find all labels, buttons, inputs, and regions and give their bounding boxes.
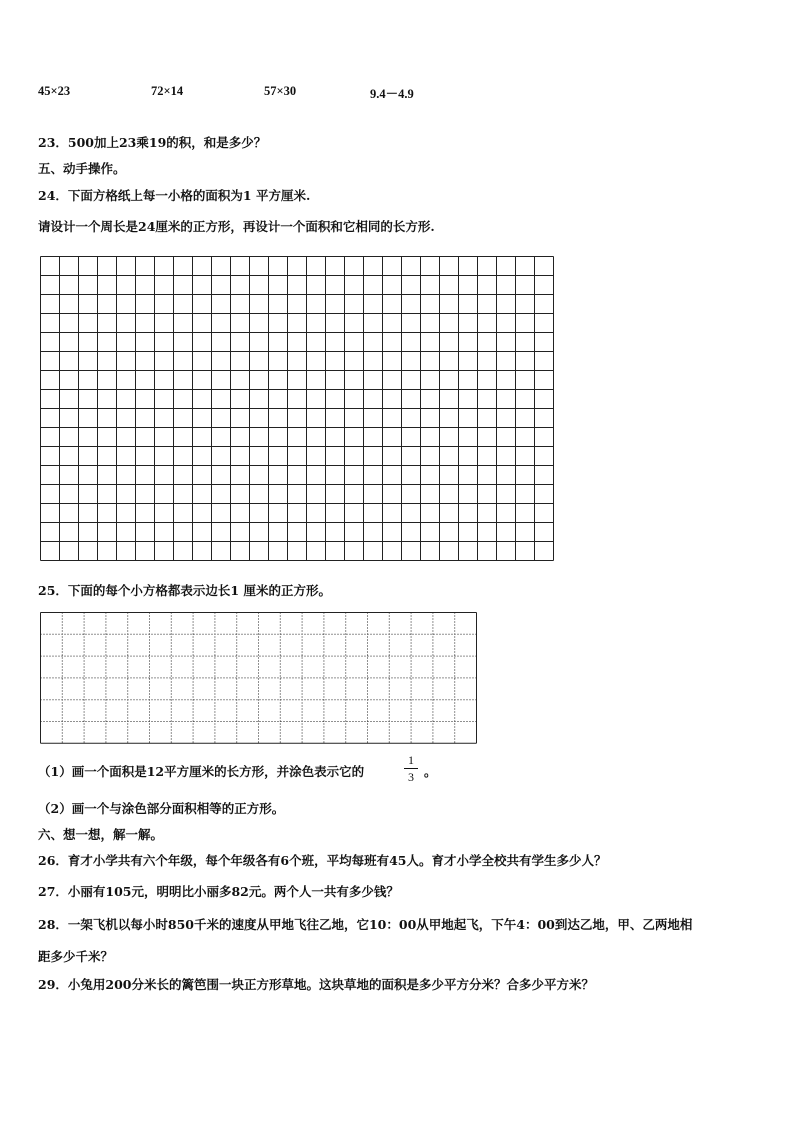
- question-25-part-1: （1）画一个面积是12平方厘米的长方形，并涂色表示它的: [38, 764, 365, 779]
- question-24-line-2: 请设计一个周长是24厘米的正方形，再设计一个面积和它相同的长方形.: [38, 219, 435, 234]
- fraction-bar: [404, 768, 418, 769]
- question-23: 23．500加上23乘19的积，和是多少？: [38, 135, 267, 150]
- section-5-heading: 五、动手操作。: [38, 161, 126, 176]
- question-25-part-1-end: 。: [424, 764, 437, 779]
- question-25-part-2: （2）画一个与涂色部分面积相等的正方形。: [38, 801, 285, 816]
- fraction-numerator: 1: [408, 753, 414, 767]
- calc-item-3: 57×30: [264, 84, 297, 98]
- fraction-denominator: 3: [408, 770, 414, 784]
- question-28-line-2: 距多少千米？: [38, 949, 114, 964]
- section-6-heading: 六、想一想，解一解。: [38, 827, 164, 842]
- question-27: 27．小丽有105元，明明比小丽多82元。两个人一共有多少钱？: [38, 884, 399, 899]
- calc-item-4: 9.4－4.9: [370, 87, 414, 101]
- grid-paper-solid[interactable]: [40, 256, 556, 562]
- question-28-line-1: 28．一架飞机以每小时850千米的速度从甲地飞往乙地，它10：00从甲地起飞，下午4：00到达乙地，甲、乙两地相: [38, 917, 693, 932]
- question-25-title: 25．下面的每个小方格都表示边长1 厘米的正方形。: [38, 583, 331, 598]
- question-26: 26．育才小学共有六个年级，每个年级各有6个班，平均每班有45人。育才小学全校共有学生多少人？: [38, 853, 607, 868]
- grid-paper-dotted[interactable]: [40, 612, 478, 746]
- calc-item-1: 45×23: [38, 84, 71, 98]
- question-24-line-1: 24．下面方格纸上每一小格的面积为1 平方厘米.: [38, 188, 311, 203]
- fraction-one-third: [404, 753, 418, 784]
- question-29: 29．小兔用200分米长的篱笆围一块正方形草地。这块草地的面积是多少平方分米？合多少平方米？: [38, 977, 594, 992]
- calc-item-2: 72×14: [151, 84, 184, 98]
